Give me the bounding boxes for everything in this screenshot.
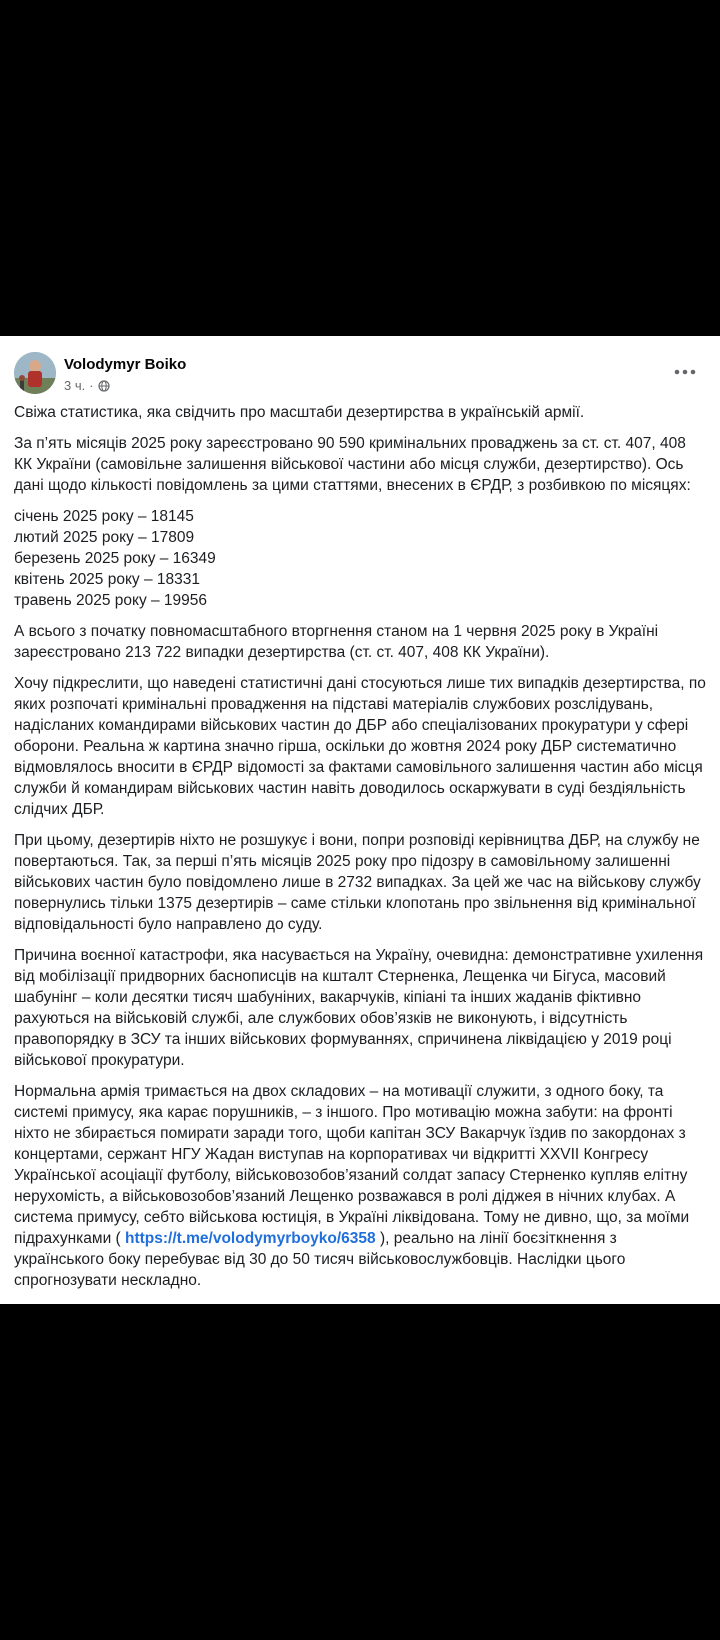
author-avatar[interactable]: [14, 352, 56, 394]
meta-separator: ·: [89, 378, 94, 393]
post-meta: [64, 378, 110, 393]
telegram-link[interactable]: https://t.me/volodymyrboyko/6358: [125, 1230, 376, 1247]
monthly-stats-list: [14, 506, 706, 611]
post-paragraph-intro: Свіжа статистика, яка свідчить про масштаби дезертирства в українській армії.: [14, 404, 585, 421]
month-stat-april: квітень 2025 року – 18331: [14, 571, 201, 588]
post-paragraph-1: За п’ять місяців 2025 року зареєстровано 90 590 кримінальних проваджень за ст. ст. 407, 408 КК України (самовільне залишення військової частини або місця служби, дезертирство). Ось дані щодо кількості повідомлень за цими статтями, внесених в ЄРДР, з розбивкою по місяцях:: [14, 435, 691, 494]
post-timestamp[interactable]: 3 ч.: [64, 378, 86, 393]
post-paragraph-3: Хочу підкреслити, що наведені статистичні дані стосуються лише тих випадків дезертирства, по яких розпочаті кримінальні провадження на підставі матеріалів службових розслідувань, надісланих командирами військових частин до ДБР або спеціалізованих прокуратури у сфері оборони. Реальна ж картина значно гірша, оскільки до жовтня 2024 року ДБР систематично відмовлялось вносити в ЄРДР відомості за фактами самовільного залишення частин або місця служби й командирам військових частин навіть доводилось оскаржувати в суді бездіяльність слідчих ДБР.: [14, 675, 706, 818]
more-options-button[interactable]: [670, 362, 700, 382]
month-stat-february: лютий 2025 року – 17809: [14, 529, 195, 546]
month-stat-january: січень 2025 року – 18145: [14, 508, 194, 525]
post-paragraph-5: Причина воєнної катастрофи, яка насувається на Україну, очевидна: демонстративне ухилення від мобілізації придворних баснописців на кшталт Стерненка, Лещенка чи Бігуса, масовий шабунінг – коли десятки тисяч шабуніних, вакарчуків, кіпіані та інших жаданів фіктивно рахуються на військовій службі, але службових обов’язків не виконують, і відсутність правопорядку в ЗСУ та інших військових формуваннях, спричинена ліквідацією у 2019 році військової прокуратури.: [14, 947, 704, 1069]
post-card: [0, 336, 720, 1304]
paragraph-6-text-before: Нормальна армія тримається на двох складових – на мотивації служити, з одного боку, та системі примусу, яка карає порушників, – з іншого. Про мотивацію можна забути: на фронті ніхто не збирається помирати заради того, щоби капітан ЗСУ Вакарчук їздив по закордонах з концертами, сержант НГУ Жадан виступав на корпоративах чи відкритті XXVII Конгресу Української асоціації футболу, військовозобов’язаний солдат запасу Стерненко купляв елітну нерухомість, а військовозобов’язаний Лещенко розважався в ролі діджея в нічних клубах. А система примусу, себто військова юстиція, в Україні ліквідована. Тому не дивно, що, за моїми підрахунками (: [14, 1083, 690, 1247]
paragraph-6-text-after: ), реально на лінії боєзіткнення з українського боку перебуває від 30 до 50 тисяч військовослужбовців. Наслідки цього спрогнозувати нескладно.: [14, 1230, 626, 1289]
month-stat-may: травень 2025 року – 19956: [14, 592, 208, 609]
more-horizontal-icon: [674, 369, 696, 375]
post-paragraph-4: При цьому, дезертирів ніхто не розшукує і вони, попри розповіді керівництва ДБР, на службу не повертаються. Так, за перші п’ять місяців 2025 року про підозру в самовільному залишенні військових частин було повідомлено лише в 2732 випадках. За цей же час на військову службу повернулись тільки 1375 дезертирів – саме стільки клопотань про звільнення від кримінальної відповідальності було направлено до суду.: [14, 832, 701, 933]
author-name[interactable]: Volodymyr Boiko: [64, 356, 187, 373]
avatar-photo: [14, 352, 56, 394]
month-stat-march: березень 2025 року – 16349: [14, 550, 216, 567]
post-body: [14, 402, 706, 1291]
post-paragraph-6: [14, 1081, 706, 1291]
globe-icon: [98, 380, 110, 392]
post-header: [14, 336, 706, 398]
post-paragraph-2: А всього з початку повномасштабного вторгнення станом на 1 червня 2025 року в Україні зареєстровано 213 722 випадки дезертирства (ст. ст. 407, 408 КК України).: [14, 623, 659, 661]
